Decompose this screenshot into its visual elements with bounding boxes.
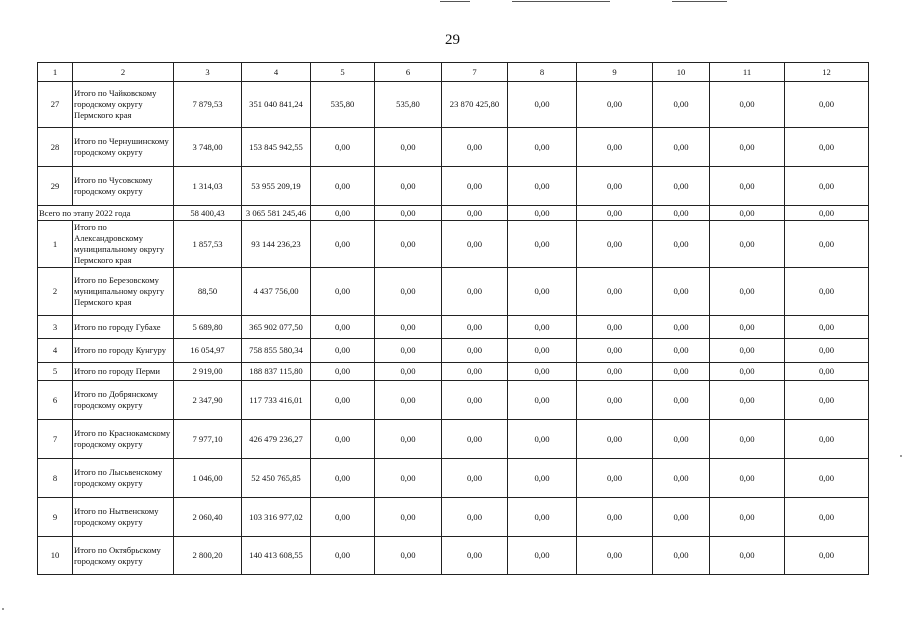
value-cell-10: 0,00	[653, 268, 710, 316]
value-cell-6: 0,00	[375, 206, 442, 221]
value-cell-7: 0,00	[442, 221, 508, 268]
value-cell-4: 140 413 608,55	[242, 537, 311, 575]
header-cell: 8	[508, 63, 577, 82]
row-number: 28	[38, 128, 73, 167]
municipality-name: Итого по Чайковскому городскому округу Пермского края	[73, 82, 174, 128]
value-cell-11: 0,00	[710, 268, 785, 316]
header-cell: 9	[577, 63, 653, 82]
value-cell-6: 0,00	[375, 381, 442, 420]
value-cell-12: 0,00	[785, 381, 869, 420]
value-cell-12: 0,00	[785, 420, 869, 459]
value-cell-8: 0,00	[508, 381, 577, 420]
value-cell-9: 0,00	[577, 459, 653, 498]
value-cell-11: 0,00	[710, 498, 785, 537]
table-row	[38, 459, 869, 498]
value-cell-10: 0,00	[653, 167, 710, 206]
table-row	[38, 128, 869, 167]
table-row	[38, 498, 869, 537]
value-cell-9: 0,00	[577, 167, 653, 206]
value-cell-7: 0,00	[442, 537, 508, 575]
municipality-name: Итого по городу Губахе	[73, 316, 174, 339]
value-cell-10: 0,00	[653, 459, 710, 498]
value-cell-12: 0,00	[785, 268, 869, 316]
value-cell-9: 0,00	[577, 221, 653, 268]
value-cell-3: 58 400,43	[174, 206, 242, 221]
municipality-name: Итого по Александровскому муниципальному округу Пермского края	[73, 221, 174, 268]
value-cell-3: 1 046,00	[174, 459, 242, 498]
value-cell-4: 3 065 581 245,46	[242, 206, 311, 221]
row-number: 3	[38, 316, 73, 339]
value-cell-7: 23 870 425,80	[442, 82, 508, 128]
value-cell-6: 0,00	[375, 537, 442, 575]
value-cell-7: 0,00	[442, 167, 508, 206]
value-cell-6: 0,00	[375, 459, 442, 498]
value-cell-3: 3 748,00	[174, 128, 242, 167]
value-cell-9: 0,00	[577, 381, 653, 420]
table-row	[38, 167, 869, 206]
value-cell-9: 0,00	[577, 268, 653, 316]
municipality-name: Итого по Добрянскому городскому округу	[73, 381, 174, 420]
table-row	[38, 82, 869, 128]
value-cell-5: 0,00	[311, 339, 375, 363]
scan-dot	[900, 455, 902, 457]
municipality-name: Итого по Нытвенскому городскому округу	[73, 498, 174, 537]
value-cell-9: 0,00	[577, 420, 653, 459]
row-number: 1	[38, 221, 73, 268]
value-cell-5: 0,00	[311, 381, 375, 420]
value-cell-5: 0,00	[311, 128, 375, 167]
value-cell-6: 0,00	[375, 128, 442, 167]
value-cell-5: 535,80	[311, 82, 375, 128]
value-cell-3: 16 054,97	[174, 339, 242, 363]
value-cell-9: 0,00	[577, 128, 653, 167]
value-cell-6: 0,00	[375, 498, 442, 537]
table-row	[38, 316, 869, 339]
value-cell-10: 0,00	[653, 82, 710, 128]
value-cell-6: 0,00	[375, 316, 442, 339]
value-cell-4: 53 955 209,19	[242, 167, 311, 206]
municipality-name: Итого по Лысьвенскому городскому округу	[73, 459, 174, 498]
header-cell: 1	[38, 63, 73, 82]
municipality-name: Итого по городу Перми	[73, 363, 174, 381]
table-row	[38, 420, 869, 459]
header-cell: 7	[442, 63, 508, 82]
header-cell: 5	[311, 63, 375, 82]
value-cell-7: 0,00	[442, 420, 508, 459]
municipality-name: Итого по Октябрьскому городскому округу	[73, 537, 174, 575]
value-cell-8: 0,00	[508, 459, 577, 498]
row-number: 9	[38, 498, 73, 537]
row-number: 2	[38, 268, 73, 316]
table-row	[38, 363, 869, 381]
value-cell-9: 0,00	[577, 537, 653, 575]
value-cell-7: 0,00	[442, 268, 508, 316]
value-cell-8: 0,00	[508, 82, 577, 128]
value-cell-11: 0,00	[710, 363, 785, 381]
municipality-name: Итого по Чусовскому городскому округу	[73, 167, 174, 206]
value-cell-5: 0,00	[311, 316, 375, 339]
value-cell-7: 0,00	[442, 363, 508, 381]
scan-dot	[2, 608, 4, 610]
value-cell-8: 0,00	[508, 537, 577, 575]
value-cell-5: 0,00	[311, 498, 375, 537]
row-number: 27	[38, 82, 73, 128]
row-number: 29	[38, 167, 73, 206]
municipality-name: Итого по Краснокамскому городскому округу	[73, 420, 174, 459]
value-cell-3: 2 800,20	[174, 537, 242, 575]
value-cell-11: 0,00	[710, 221, 785, 268]
value-cell-8: 0,00	[508, 339, 577, 363]
header-cell: 4	[242, 63, 311, 82]
value-cell-11: 0,00	[710, 316, 785, 339]
value-cell-8: 0,00	[508, 420, 577, 459]
value-cell-5: 0,00	[311, 167, 375, 206]
value-cell-5: 0,00	[311, 537, 375, 575]
value-cell-3: 2 060,40	[174, 498, 242, 537]
page-number: 29	[445, 32, 460, 48]
value-cell-9: 0,00	[577, 498, 653, 537]
value-cell-10: 0,00	[653, 381, 710, 420]
value-cell-3: 1 314,03	[174, 167, 242, 206]
table-row	[38, 339, 869, 363]
value-cell-9: 0,00	[577, 363, 653, 381]
value-cell-11: 0,00	[710, 537, 785, 575]
value-cell-12: 0,00	[785, 206, 869, 221]
value-cell-8: 0,00	[508, 363, 577, 381]
value-cell-9: 0,00	[577, 82, 653, 128]
row-number: 10	[38, 537, 73, 575]
value-cell-4: 758 855 580,34	[242, 339, 311, 363]
value-cell-6: 0,00	[375, 339, 442, 363]
value-cell-7: 0,00	[442, 128, 508, 167]
value-cell-9: 0,00	[577, 339, 653, 363]
value-cell-10: 0,00	[653, 363, 710, 381]
header-row	[38, 63, 869, 82]
value-cell-6: 0,00	[375, 167, 442, 206]
value-cell-7: 0,00	[442, 339, 508, 363]
value-cell-7: 0,00	[442, 206, 508, 221]
value-cell-5: 0,00	[311, 420, 375, 459]
value-cell-8: 0,00	[508, 128, 577, 167]
value-cell-11: 0,00	[710, 381, 785, 420]
value-cell-6: 0,00	[375, 420, 442, 459]
value-cell-10: 0,00	[653, 339, 710, 363]
value-cell-11: 0,00	[710, 206, 785, 221]
value-cell-5: 0,00	[311, 221, 375, 268]
value-cell-4: 93 144 236,23	[242, 221, 311, 268]
row-number: 6	[38, 381, 73, 420]
value-cell-11: 0,00	[710, 167, 785, 206]
header-cell: 6	[375, 63, 442, 82]
value-cell-3: 5 689,80	[174, 316, 242, 339]
value-cell-12: 0,00	[785, 363, 869, 381]
value-cell-8: 0,00	[508, 316, 577, 339]
value-cell-11: 0,00	[710, 82, 785, 128]
value-cell-4: 103 316 977,02	[242, 498, 311, 537]
row-number: 8	[38, 459, 73, 498]
value-cell-6: 0,00	[375, 268, 442, 316]
value-cell-10: 0,00	[653, 420, 710, 459]
value-cell-11: 0,00	[710, 339, 785, 363]
header-cell: 10	[653, 63, 710, 82]
value-cell-12: 0,00	[785, 316, 869, 339]
value-cell-10: 0,00	[653, 221, 710, 268]
value-cell-8: 0,00	[508, 167, 577, 206]
data-table	[37, 62, 869, 575]
value-cell-3: 1 857,53	[174, 221, 242, 268]
value-cell-6: 0,00	[375, 221, 442, 268]
value-cell-5: 0,00	[311, 268, 375, 316]
value-cell-5: 0,00	[311, 363, 375, 381]
value-cell-6: 535,80	[375, 82, 442, 128]
table-row	[38, 381, 869, 420]
value-cell-4: 351 040 841,24	[242, 82, 311, 128]
value-cell-12: 0,00	[785, 221, 869, 268]
value-cell-9: 0,00	[577, 206, 653, 221]
table-row	[38, 221, 869, 268]
municipality-name: Итого по Березовскому муниципальному округу Пермского края	[73, 268, 174, 316]
value-cell-4: 4 437 756,00	[242, 268, 311, 316]
row-number: 7	[38, 420, 73, 459]
value-cell-3: 2 347,90	[174, 381, 242, 420]
value-cell-4: 117 733 416,01	[242, 381, 311, 420]
value-cell-8: 0,00	[508, 221, 577, 268]
value-cell-3: 7 879,53	[174, 82, 242, 128]
value-cell-7: 0,00	[442, 381, 508, 420]
page-top-marks	[0, 0, 905, 6]
value-cell-10: 0,00	[653, 206, 710, 221]
value-cell-12: 0,00	[785, 459, 869, 498]
value-cell-3: 2 919,00	[174, 363, 242, 381]
value-cell-10: 0,00	[653, 537, 710, 575]
value-cell-8: 0,00	[508, 498, 577, 537]
value-cell-5: 0,00	[311, 459, 375, 498]
value-cell-8: 0,00	[508, 268, 577, 316]
value-cell-7: 0,00	[442, 498, 508, 537]
value-cell-5: 0,00	[311, 206, 375, 221]
row-number: 4	[38, 339, 73, 363]
value-cell-12: 0,00	[785, 537, 869, 575]
value-cell-11: 0,00	[710, 459, 785, 498]
table-row	[38, 268, 869, 316]
value-cell-12: 0,00	[785, 82, 869, 128]
value-cell-12: 0,00	[785, 339, 869, 363]
value-cell-4: 365 902 077,50	[242, 316, 311, 339]
header-cell: 12	[785, 63, 869, 82]
total-label: Всего по этапу 2022 года	[38, 206, 174, 221]
value-cell-12: 0,00	[785, 167, 869, 206]
header-cell: 3	[174, 63, 242, 82]
value-cell-9: 0,00	[577, 316, 653, 339]
value-cell-10: 0,00	[653, 316, 710, 339]
value-cell-4: 188 837 115,80	[242, 363, 311, 381]
value-cell-11: 0,00	[710, 128, 785, 167]
row-number: 5	[38, 363, 73, 381]
value-cell-7: 0,00	[442, 316, 508, 339]
value-cell-10: 0,00	[653, 128, 710, 167]
value-cell-8: 0,00	[508, 206, 577, 221]
municipality-name: Итого по Чернушинскому городскому округу	[73, 128, 174, 167]
value-cell-11: 0,00	[710, 420, 785, 459]
table-row	[38, 537, 869, 575]
value-cell-10: 0,00	[653, 498, 710, 537]
value-cell-12: 0,00	[785, 128, 869, 167]
table-body	[38, 82, 869, 575]
municipality-name: Итого по городу Кунгуру	[73, 339, 174, 363]
header-cell: 2	[73, 63, 174, 82]
value-cell-3: 7 977,10	[174, 420, 242, 459]
value-cell-6: 0,00	[375, 363, 442, 381]
header-cell: 11	[710, 63, 785, 82]
value-cell-12: 0,00	[785, 498, 869, 537]
value-cell-4: 52 450 765,85	[242, 459, 311, 498]
total-row	[38, 206, 869, 221]
value-cell-7: 0,00	[442, 459, 508, 498]
value-cell-4: 426 479 236,27	[242, 420, 311, 459]
value-cell-4: 153 845 942,55	[242, 128, 311, 167]
value-cell-3: 88,50	[174, 268, 242, 316]
